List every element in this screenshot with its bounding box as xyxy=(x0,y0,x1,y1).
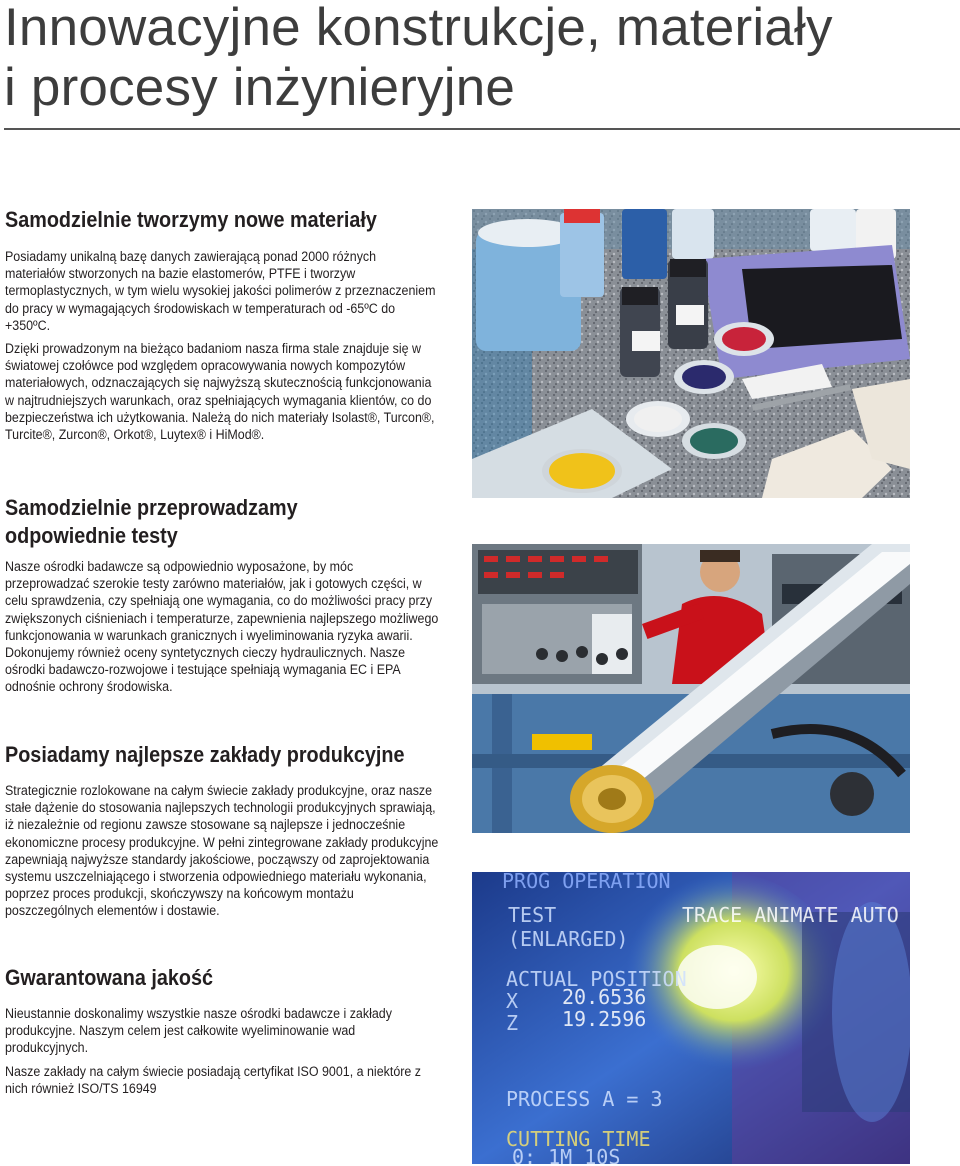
title-line-1: Innowacyjne konstrukcje, materiały xyxy=(4,0,833,57)
quality-paragraph-1: Nieustannie doskonalimy wszystkie nasze ośrodki badawcze i zakłady produkcyjne. Naszym celem jest całkowite wyeliminowanie wad produkcyjnych. xyxy=(5,1006,392,1056)
section-heading-materials: Samodzielnie tworzymy nowe materiały xyxy=(5,207,377,232)
page-title xyxy=(4,0,954,118)
section-quality xyxy=(5,964,445,1097)
lab-materials-photo xyxy=(472,209,910,498)
cnc-z-label: Z xyxy=(506,1011,519,1035)
section-heading-testing xyxy=(5,494,437,550)
section-heading-quality: Gwarantowana jakość xyxy=(5,965,213,990)
cnc-line-test: TEST xyxy=(508,903,557,927)
cnc-line-prog: PROG OPERATION xyxy=(502,872,671,893)
materials-paragraph-2: Dzięki prowadzonym na bieżąco badaniom nasza firma stale znajduje się w światowej czołówce pod względem opracowywania nowych kompozytów materiałowych, odznaczających się najwyższą skutecznością funkcjonowania w najtrudniejszych warunkach, oraz spełniających wymagania klientów, co do bezpieczeństwa ich użytkowania. Należą do nich materiały Isolast®, Turcon®, Turcite®, Zurcon®, Orkot®, Luytex® i HiMod®. xyxy=(5,341,435,443)
cnc-screen-photo xyxy=(472,872,910,1164)
cnc-z-value: 19.2596 xyxy=(562,1007,647,1031)
title-line-2: i procesy inżynieryjne xyxy=(4,58,516,117)
section-materials xyxy=(5,206,445,443)
section-heading-production: Posiadamy najlepsze zakłady produkcyjne xyxy=(5,742,405,767)
cnc-line-enlarged: (ENLARGED) xyxy=(508,927,629,951)
production-paragraph-1: Strategicznie rozlokowane na całym świecie zakłady produkcyjne, oraz nasze stałe dążenie do stosowania najlepszych technologii produkcyjnych sprawiają, iż niezależnie od regionu zawsze stosowane są najlepsze i jednocześnie ekonomiczne procesy produkcyjne. W pełni zintegrowane zakłady produkcyjne zapewniają najwyższe standardy jakościowe, począwszy od zaprojektowania systemu uszczelniającego i stworzenia odpowiedniego materiału wykonania, poprzez proces produkcji, skończywszy na końcowym montażu poszczególnych elementów i dostawie. xyxy=(5,783,439,919)
title-divider xyxy=(4,128,960,130)
cnc-line-time-value: 0: 1M 10S xyxy=(512,1145,621,1164)
testing-heading-line-2: odpowiednie testy xyxy=(5,523,178,548)
section-testing xyxy=(5,494,445,696)
materials-paragraph-1: Posiadamy unikalną bazę danych zawierającą ponad 2000 różnych materiałów stworzonych na bazie elastomerów, PTFE i tworzyw termoplastycznych, w tym wielu wysokiej jakości polimerów z przeznaczeniem do pracy w wymagających środowiskach w temperaturach od -65ºC do +350ºC. xyxy=(5,249,436,333)
testing-paragraph-1: Nasze ośrodki badawcze są odpowiednio wyposażone, by móc przeprowadzać szerokie testy zarówno materiałów, jak i gotowych części, w celu sprawdzenia, czy spełniają one wymagania, co do możliwości pracy przy zwiększonych ciśnieniach i temperaturze, zapewnienia najlepszego możliwego funkcjonowania w warunkach granicznych i wyeliminowania ryzyka awarii. Dokonujemy również oceny syntetycznych cieczy hydraulicznych. Nasze ośrodki badawczo-rozwojowe i testujące spełniają wymagania EC i EPA odnośnie ochrony środowiska. xyxy=(5,559,439,695)
test-bench-photo xyxy=(472,544,910,833)
cnc-x-label: X xyxy=(506,989,519,1013)
quality-paragraph-2: Nasze zakłady na całym świecie posiadają certyfikat ISO 9001, a niektóre z nich również ISO/TS 16949 xyxy=(5,1063,422,1096)
cnc-line-process: PROCESS A = 3 xyxy=(506,1087,663,1111)
section-production xyxy=(5,741,445,920)
cnc-line-trace: TRACE ANIMATE AUTO xyxy=(682,903,899,927)
testing-heading-line-1: Samodzielnie przeprowadzamy xyxy=(5,495,298,520)
cnc-line-actual-position: ACTUAL POSITION xyxy=(506,967,687,991)
cnc-x-value: 20.6536 xyxy=(562,985,647,1009)
cnc-line-cutting-time: CUTTING TIME xyxy=(506,1127,651,1151)
